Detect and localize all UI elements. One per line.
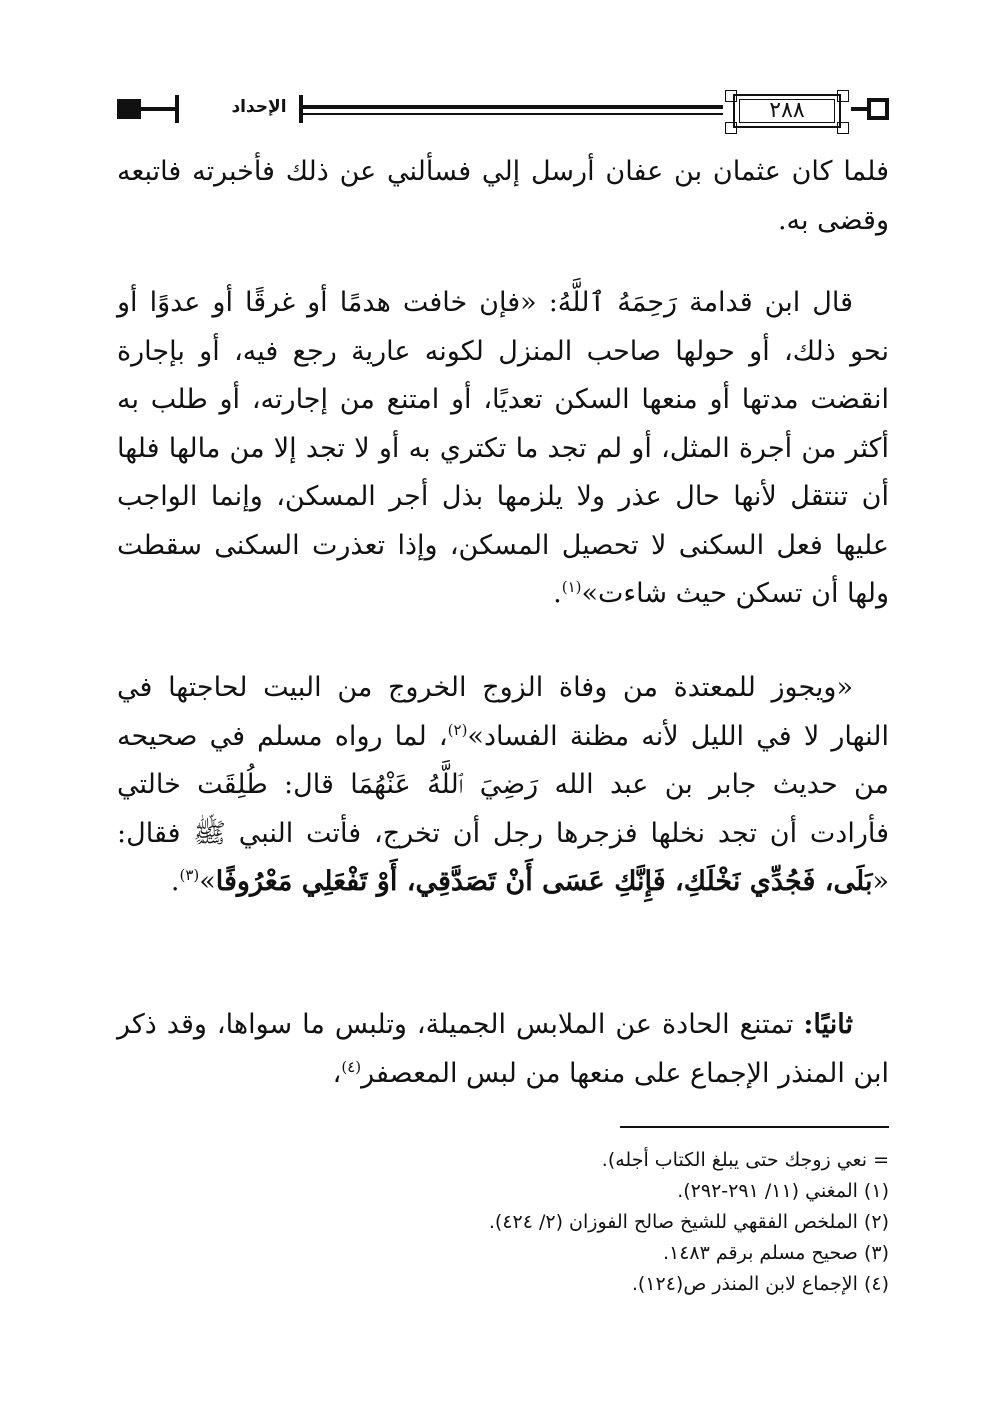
footnote-2: (٢) الملخص الفقهي للشيخ صالح الفوزان (٢/ ٤٢٤). (488, 1211, 889, 1233)
header-rule-long (303, 105, 723, 109)
footnotes (117, 1145, 889, 1300)
section-label: ثانيًا: (803, 1009, 853, 1040)
paragraph-text: «ويجوز للمعتدة من وفاة الزوج الخروج من البيت لحاجتها في النهار لا في الليل لأنه مظنة الفساد» (117, 672, 889, 752)
paragraph-4: ثانيًا: تمتنع الحادة عن الملابس الجميلة، وتلبس ما سواها، وقد ذكر ابن المنذر الإجماع على منعها من لبس المعصفر$^{(٤)}$، (117, 1009, 889, 1089)
header-ornament-block (117, 99, 141, 119)
footnote-ref: (٣) (179, 866, 200, 884)
footnote-separator (620, 1126, 889, 1128)
paragraph-1 (117, 148, 889, 245)
paragraph-3: «ويجوز للمعتدة من وفاة الزوج الخروج من البيت لحاجتها في النهار لا في الليل لأنه مظنة الفساد»$^{(٢)}$، لما رواه مسلم في صحيحه من حديث جابر بن عبد الله رَضِيَ ٱللَّهُ عَنْهُمَا قال: طُلِقَت خالتي فأرادت أن تجد نخلها فزجرها رجل أن تخرج، فأتت النبي ﷺ فقال: «بَلَى، فَجُدِّي نَخْلَكِ، فَإِنَّكِ عَسَى أَنْ تَصَدَّقِي، أَوْ تَفْعَلِي مَعْرُوفًا»$^{(٣)}$. (117, 672, 889, 897)
footnote-3: (٣) صحيح مسلم برقم ١٤٨٣. (662, 1242, 889, 1264)
footnote-1: (١) المغني (١١/ ٢٩١-٢٩٢). (677, 1180, 889, 1202)
header-rule (851, 107, 867, 111)
running-title: الإحداد (231, 97, 287, 117)
paragraph-text: فلما كان عثمان بن عفان أرسل إلي فسألني عن ذلك فأخبرته فاتبعه وقضى به. (117, 156, 889, 236)
page-number: ٢٨٨ (769, 98, 805, 123)
paragraph-text: تمتنع الحادة عن الملابس الجميلة، وتلبس ما سواها، وقد ذكر ابن المنذر الإجماع على منعها من لبس المعصفر (117, 1009, 889, 1089)
footnote-4: (٤) الإجماع لابن المنذر ص(١٢٤). (631, 1273, 889, 1295)
page-number-frame (723, 92, 851, 128)
footnote-ref: (١) (561, 578, 582, 596)
paragraph-text-cont: ، لما رواه مسلم في صحيحه من حديث جابر بن عبد الله رَضِيَ ٱللَّهُ عَنْهُمَا قال: طُلِقَت خالتي فأرادت أن تجد نخلها فزجرها رجل أن تخرج، فأتت النبي ﷺ فقال: « (117, 720, 889, 897)
header-rule-thin (303, 113, 723, 115)
footnote-ref: (٤) (341, 1057, 362, 1076)
page-header (117, 92, 889, 138)
footnote-ref: (٢) (447, 720, 468, 739)
hadith-quote: بَلَى، فَجُدِّي نَخْلَكِ، فَإِنَّكِ عَسَى أَنْ تَصَدَّقِي، أَوْ تَفْعَلِي مَعْرُوفًا (215, 866, 873, 897)
header-rule-left (141, 107, 175, 111)
paragraph-2: قال ابن قدامة رَحِمَهُ ٱللَّهُ: «فإن خافت هدمًا أو غرقًا أو عدوًا أو نحو ذلك، أو حولها صاحب المنزل لكونه عارية رجع فيه، أو بإجارة انقضت مدتها أو منعها السكن تعديًا، أو امتنع من إجارته، أو طلب به أكثر من أجرة المثل، أو لم تجد ما تكتري به أو لا تجد إلا من مالها فلها أن تنتقل لأنها حال عذر ولا يلزمها بذل أجر المسكن، وإنما الواجب عليها فعل السكنى لا تحصيل المسكن، وإذا تعذرت السكنى سقطت ولها أن تسكن حيث شاءت»$^{(١)}$. (117, 287, 889, 609)
header-ornament-square (867, 98, 889, 120)
header-divider-left (175, 95, 179, 123)
paragraph-text: قال ابن قدامة رَحِمَهُ ٱللَّهُ: «فإن خافت هدمًا أو غرقًا أو عدوًا أو نحو ذلك، أو حولها صاحب المنزل لكونه عارية رجع فيه، أو بإجارة انقضت مدتها أو منعها السكن تعديًا، أو امتنع من إجارته، أو طلب به أكثر من أجرة المثل، أو لم تجد ما تكتري به أو لا تجد إلا من مالها فلها أن تنتقل لأنها حال عذر ولا يلزمها بذل أجر المسكن، وإنما الواجب عليها فعل السكنى لا تحصيل المسكن، وإذا تعذرت السكنى سقطت ولها أن تسكن حيث شاءت» (117, 287, 889, 609)
footnote-continued: = نعي زوجك حتى يبلغ الكتاب أجله). (601, 1149, 889, 1171)
